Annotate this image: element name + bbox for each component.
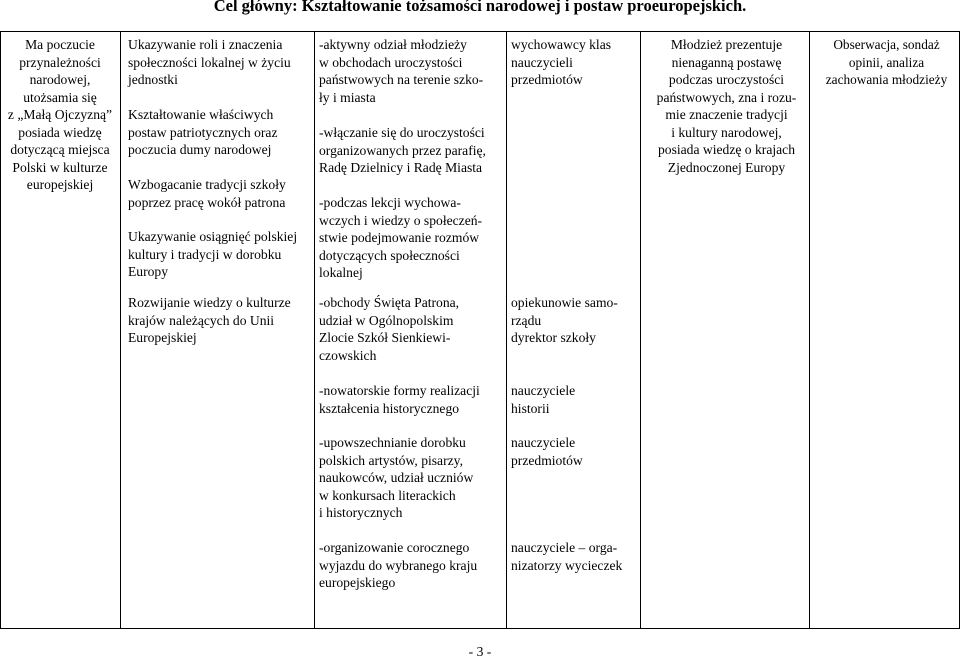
task-local-community: Ukazywanie roli i znaczenia społeczności lokalnej w życiu jednostki [128,37,291,87]
column-divider-4 [640,32,641,628]
responsible-subject-teachers: nauczyciele przedmiotów [511,435,583,468]
activity-trip: -organizowanie corocznego wyjazdu do wybranego kraju europejskiego [319,540,478,590]
column-divider-1 [120,32,121,628]
evaluation-cell: Obserwacja, sondaż opinii, analiza zachowania młodzieży [825,37,948,87]
responsible-homeroom: wychowawcy klas nauczycieli przedmiotów [511,37,612,87]
activity-patron-day: -obchody Święta Patrona, udział w Ogólnopolskim Zlocie Szkół Sienkiewi- czowskich [319,295,460,363]
activity-history-teaching: -nowatorskie formy realizacji kształcenia historycznego [319,383,480,416]
goal-outcome-cell: Ma poczucie przynależności narodowej, utożsamia się z „Małą Ojczyzną” posiada wiedzę dotyczącą miejsca Polski w kulturze europejskiej [7,37,113,192]
activity-polish-achievements: -upowszechnianie dorobku polskich artystów, pisarzy, naukowców, udział uczniów w konkursach literackich i historycznych [319,435,474,520]
task-patriotic-attitudes: Kształtowanie właściwych postaw patriotycznych oraz poczucia dumy narodowej [128,107,278,157]
responsible-council: opiekunowie samo- rządu dyrektor szkoły [511,295,618,345]
activity-state-ceremonies: -aktywny odział młodzieży w obchodach uroczystości państwowych na terenie szko- ły i miasta [319,37,484,105]
responsible-history-teachers: nauczyciele historii [511,383,576,416]
expected-results-cell: Młodzież prezentuje nienaganną postawę podczas uroczystości państwowych, zna i rozu- mie znaczenie tradycji i kultury narodowej, posiada wiedzę o krajach Zjednoczonej Europy [656,37,797,175]
activity-parish-events: -włączanie się do uroczystości organizowanych przez parafię, Radę Dzielnicy i Radę Miasta [319,125,486,175]
task-school-tradition: Wzbogacanie tradycji szkoły poprzez pracę wokół patrona [128,177,286,210]
plan-table [0,31,960,629]
column-divider-2 [314,32,315,628]
task-polish-culture: Ukazywanie osiągnięć polskiej kultury i tradycji w dorobku Europy [128,229,298,279]
responsible-trip-organizers: nauczyciele – orga- nizatorzy wycieczek [511,540,623,573]
page-title: Cel główny: Kształtowanie tożsamości narodowej i postaw proeuropejskich. [213,0,747,15]
table-border-left [0,32,1,628]
activity-lessons: -podczas lekcji wychowa- wczych i wiedzy o społeczeń- stwie podejmowanie rozmów dotyczących społeczności lokalnej [319,195,483,280]
page-number: - 3 - [468,644,492,659]
column-divider-3 [506,32,507,628]
column-divider-5 [809,32,810,628]
task-eu-culture: Rozwijanie wiedzy o kulturze krajów należących do Unii Europejskiej [128,295,291,345]
